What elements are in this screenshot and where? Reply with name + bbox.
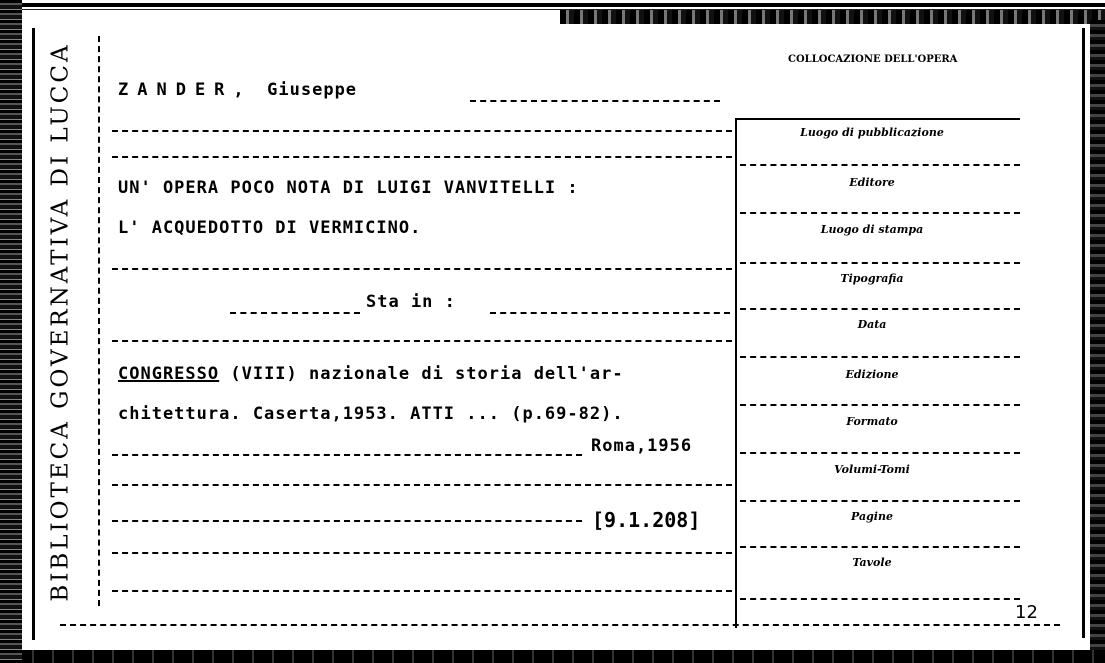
scan-edge-right (1090, 20, 1105, 663)
library-name-text: BIBLIOTECA GOVERNATIVA DI LUCCA (48, 42, 74, 602)
title-line-2: L' ACQUEDOTTO DI VERMICINO. (118, 218, 422, 238)
sta-in-label: Sta in : (366, 292, 456, 312)
corner-mark: 12 (1015, 602, 1038, 623)
congress-line-2: chitettura. Caserta,1953. ATTI ... (p.69-82). (118, 404, 624, 424)
rule (112, 454, 582, 456)
author-first-name: Giuseppe (267, 80, 358, 100)
rule (112, 484, 732, 486)
congress-line-1-text: (VIII) nazionale di storia dell'ar- (219, 364, 624, 384)
congress-line-1 (118, 364, 624, 384)
card-border-right (1068, 28, 1085, 638)
field-rule (740, 262, 1020, 264)
field-rule (740, 452, 1020, 454)
field-rule (740, 546, 1020, 548)
author-separator: , (233, 80, 245, 100)
rule (112, 156, 732, 158)
rule (230, 312, 360, 314)
scan-edge-bottom (22, 650, 1105, 663)
field-rule (740, 404, 1020, 406)
rule (112, 590, 732, 592)
title-line-1: UN' OPERA POCO NOTA DI LUIGI VANVITELLI : (118, 178, 579, 198)
rule (112, 340, 732, 342)
rule (112, 520, 582, 522)
author-last-name: ZANDER (118, 80, 234, 100)
shelfmark: [9.1.208] (592, 508, 701, 532)
congress-line-3: Roma,1956 (591, 436, 693, 456)
field-formato: Formato (846, 415, 898, 428)
field-volumi-tomi: Volumi-Tomi (834, 463, 910, 476)
field-rule (740, 308, 1020, 310)
field-rule (740, 212, 1020, 214)
field-rule (740, 356, 1020, 358)
field-luogo-stampa: Luogo di stampa (820, 223, 924, 236)
collocazione-header: COLLOCAZIONE DELL'OPERA (788, 54, 958, 65)
congress-heading: CONGRESSO (118, 364, 220, 384)
scan-edge-top-right (560, 10, 1105, 24)
library-name (38, 32, 84, 612)
card-border-left (32, 28, 35, 640)
rule (470, 100, 720, 102)
field-edizione: Edizione (845, 368, 899, 381)
collocazione-box-top (735, 118, 1020, 120)
field-data: Data (857, 318, 887, 331)
author-line (118, 80, 357, 100)
field-rule (740, 598, 1020, 600)
rule (112, 268, 732, 270)
rule (112, 552, 732, 554)
field-editore: Editore (849, 176, 895, 189)
field-rule (740, 164, 1020, 166)
field-pagine: Pagine (851, 510, 893, 523)
field-tavole: Tavole (852, 556, 892, 569)
margin-rule (98, 36, 100, 606)
field-rule (740, 500, 1020, 502)
field-luogo-pubblicazione: Luogo di pubblicazione (800, 126, 944, 139)
field-tipografia: Tipografia (840, 272, 904, 285)
rule (490, 312, 730, 314)
scan-edge-left (0, 0, 22, 663)
rule (112, 130, 732, 132)
